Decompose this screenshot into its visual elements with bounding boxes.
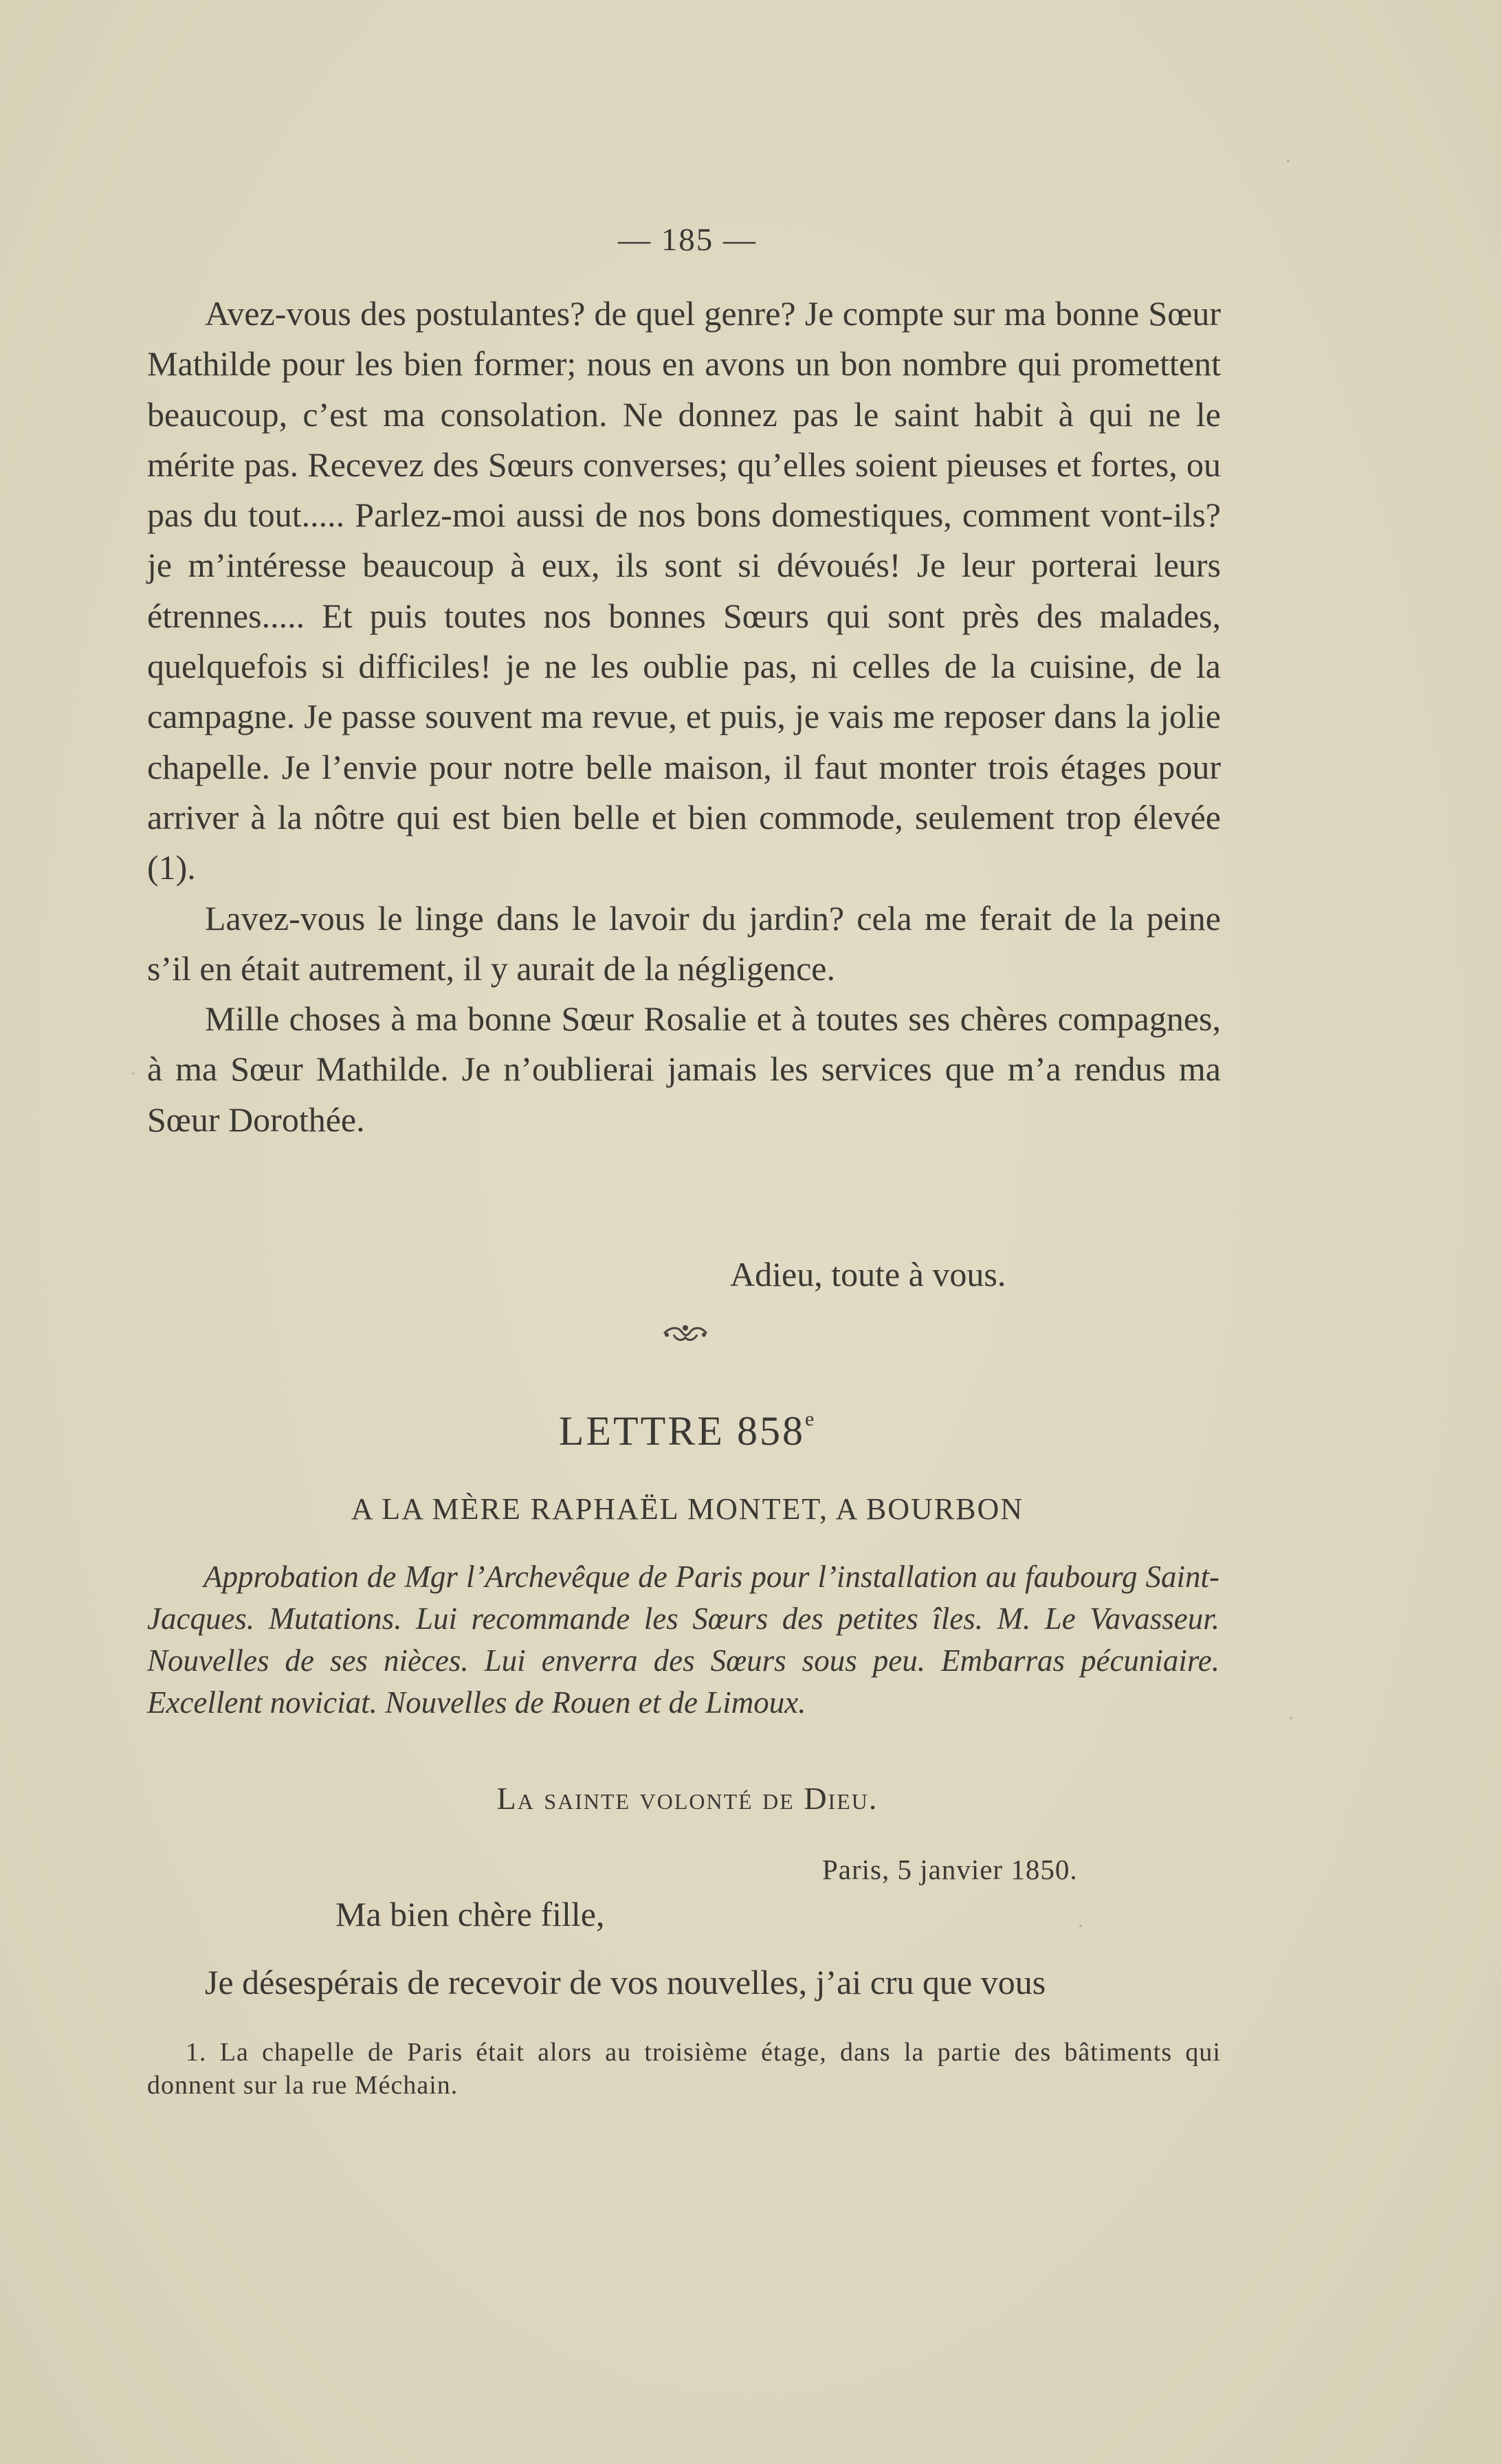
paper-speck [1079, 1924, 1082, 1927]
letter-body [147, 289, 1221, 1145]
paper-speck [1290, 1717, 1292, 1720]
letter-summary [147, 1556, 1219, 1724]
body-paragraph: Mille choses à ma bonne Sœur Rosalie et à toutes ses chères compagnes, à ma Sœur Mathilde. Je n’oublierai jamais les services que m’a rendus ma Sœur Dorothée. [147, 999, 1221, 1139]
fleuron-icon [661, 1320, 709, 1347]
letter-title-suffix: e [804, 1408, 817, 1430]
footnote [147, 2036, 1221, 2102]
letter-dateline: Paris, 5 janvier 1850. [822, 1854, 1078, 1885]
letter-opening [147, 1957, 1221, 2008]
letter-title-text: LETTRE 858 [558, 1408, 805, 1454]
paper-speck [1287, 159, 1290, 162]
letter-salutation: Ma bien chère fille, [335, 1895, 605, 1933]
letter-title [0, 1408, 1375, 1455]
letter-closing: Adieu, toute à vous. [730, 1255, 1006, 1294]
page-number: — 185 — [618, 222, 757, 258]
body-paragraph: Avez-vous des postulantes? de quel genre? Je compte sur ma bonne Sœur Mathilde pour les bien former; nous en avons un bon nombre qui promettent beaucoup, c’est ma consolation. Ne donnez pas le saint habit à qui ne le mérite pas. Recevez des Sœurs converses; qu’elles soient pieuses et fortes, ou pas du tout..... Parlez-moi aussi de nos bons domestiques, comment vont-ils? je m’intéresse beaucoup à eux, ils sont si dévoués! Je leur porterai leurs étrennes..... Et puis toutes nos bonnes Sœurs qui sont près des malades, quelquefois si difficiles! je ne les oublie pas, ni celles de la cuisine, de la campagne. Je passe souvent ma revue, et puis, je vais me reposer dans la jolie chapelle. Je l’envie pour notre belle maison, il faut monter trois étages pour arriver à la nôtre qui est bien belle et bien commode, seulement trop élevée (1). [147, 294, 1221, 887]
body-paragraph: Lavez-vous le linge dans le lavoir du jardin? cela me ferait de la peine s’il en était autrement, il y aurait de la négligence. [147, 898, 1221, 988]
letter-motto: La sainte volonté de Dieu. [496, 1781, 879, 1816]
opening-text: Je désespérais de recevoir de vos nouvelles, j’ai cru que vous [205, 1963, 1046, 2001]
letter-recipient: A LA MÈRE RAPHAËL MONTET, A BOURBON [351, 1492, 1024, 1526]
footnote-text: 1. La chapelle de Paris était alors au troisième étage, dans la partie des bâtiments qui donnent sur la rue Méchain. [147, 2038, 1221, 2100]
summary-text: Approbation de Mgr l’Archevêque de Paris pour l’installation au faubourg Saint-Jacques. Mutations. Lui recommande les Sœurs des petites îles. M. Le Vavasseur. Nouvelles de ses nièces. Lui enverra des Sœurs sous peu. Embarras pécuniaire. Excellent noviciat. Nouvelles de Rouen et de Limoux. [147, 1560, 1219, 1720]
paper-speck [132, 1072, 135, 1075]
